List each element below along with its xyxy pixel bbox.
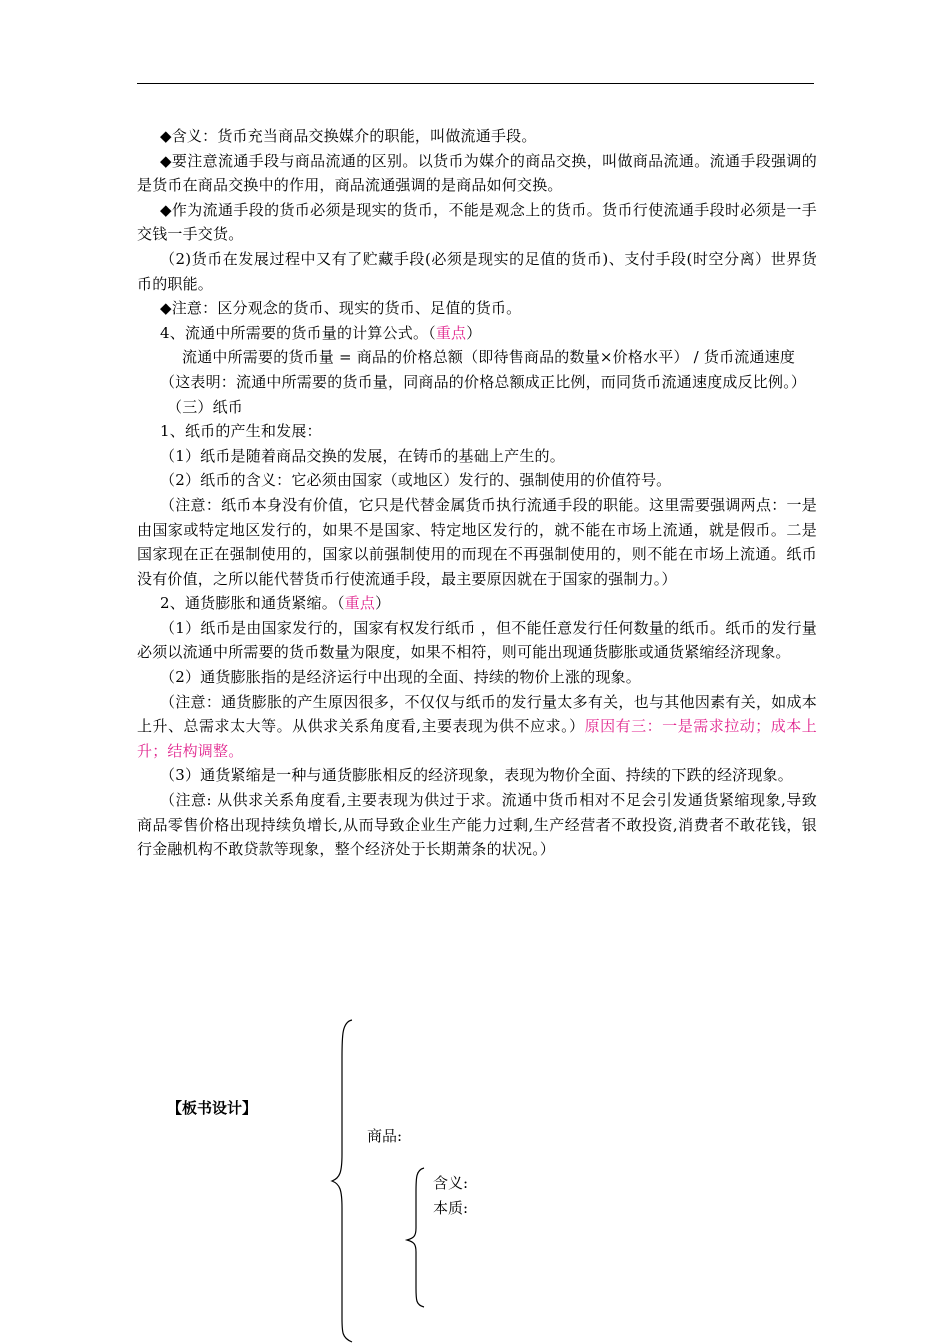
paragraph [137, 419, 817, 444]
paragraph [137, 198, 817, 247]
paragraph [137, 665, 817, 690]
header-rule [137, 83, 814, 84]
paragraph [137, 591, 817, 616]
paragraph [137, 124, 817, 149]
text-segment: ） [375, 594, 391, 613]
text-segment: （2）通货膨胀指的是经济运行中出现的全面、持续的物价上涨的现象。 [160, 668, 641, 687]
text-segment: （注意: 从供求关系角度看,主要表现为供过于求。流通中货币相对不足会引发通货紧缩现象,导致商品零售价格出现持续负增长,从而导致企业生产能力过剩,生产经营者不敢投资,消费者不敢花钱，银行金融机构不敢贷款等现象，整个经济处于长期萧条的状况。） [137, 791, 817, 859]
text-segment: （2）纸币的含义：它必须由国家（或地区）发行的、强制使用的价值符号。 [160, 471, 672, 490]
paragraph [137, 788, 817, 862]
paragraph [137, 370, 817, 395]
highlight-text: 重点 [435, 323, 467, 342]
text-segment: （这表明：流通中所需要的货币量，同商品的价格总额成正比例，而同货币流通速度成反比例。） [160, 372, 807, 391]
text-segment: （3）通货紧缩是一种与通货膨胀相反的经济现象，表现为物价全面、持续的下跌的经济现象。 [160, 766, 793, 785]
text-segment: ◆要注意流通手段与商品流通的区别。以货币为媒介的商品交换，叫做商品流通。流通手段强调的是货币在商品交换中的作用，商品流通强调的是商品如何交换。 [137, 151, 817, 195]
paragraph [137, 616, 817, 665]
text-segment: ） [466, 323, 482, 342]
text-segment: 2、通货膨胀和通货紧缩。（ [160, 594, 345, 613]
paragraph [137, 444, 817, 469]
paragraph [137, 345, 817, 370]
text-segment: 4、流通中所需要的货币量的计算公式。（ [160, 323, 436, 342]
text-segment: （1）纸币是由国家发行的，国家有权发行纸币 ，但不能任意发行任何数量的纸币。纸币的发行量必须以流通中所需要的货币数量为限度，如果不相符，则可能出现通货膨胀或通货紧缩经济现象。 [137, 618, 817, 662]
paragraph [137, 296, 817, 321]
highlight-text: 原因有三：一是需求拉动；成本上升；结构调整。 [137, 717, 817, 760]
text-segment: （1）纸币是随着商品交换的发展，在铸币的基础上产生的。 [160, 446, 565, 465]
paragraph [137, 321, 817, 346]
inner-brace [404, 1166, 428, 1310]
paragraph [137, 763, 817, 788]
paragraph [137, 690, 817, 764]
text-segment: （注意：纸币本身没有价值，它只是代替金属货币执行流通手段的职能。这里需要强调两点：一是由国家或特定地区发行的，如果不是国家、特定地区发行的，就不能在市场上流通，就是假币。二是国家现在正在强制使用的，国家以前强制使用的而现在不再强制使用的，则不能在市场上流通。纸币没有价值，之所以能代替货币行使流通手段，最主要原因就在于国家的强制力。） [137, 495, 817, 588]
text-segment: 流通中所需要的货币量 = 商品的价格总额（即待售商品的数量×价格水平） / 货币流通速度 [182, 348, 796, 367]
text-segment: 1、纸币的产生和发展： [160, 422, 322, 441]
board-item-commodity: 商品: [367, 1127, 403, 1145]
text-segment: （三）纸币 [167, 397, 244, 416]
outer-brace [328, 1018, 358, 1344]
text-segment: ◆作为流通手段的货币必须是现实的货币，不能是观念上的货币。货币行使流通手段时必须是一手交钱一手交货。 [137, 200, 817, 244]
text-segment: ◆含义：货币充当商品交换媒介的职能，叫做流通手段。 [160, 127, 537, 145]
paragraph [137, 493, 817, 591]
paragraph [137, 395, 817, 420]
text-segment: ◆注意：区分观念的货币、现实的货币、足值的货币。 [160, 299, 522, 318]
text-segment: （注意：通货膨胀的产生原因很多，不仅仅与纸币的发行量太多有关，也与其他因素有关，如成本上升、总需求太大等。从供求关系角度看,主要表现为供不应求。） [137, 692, 817, 736]
text-segment: （2)货币在发展过程中又有了贮藏手段(必须是现实的足值的货币)、支付手段(时空分离）世界货币的职能。 [137, 249, 817, 293]
paragraph [137, 149, 817, 198]
paragraph [137, 468, 817, 493]
board-design-title: 【板书设计】 [167, 1099, 258, 1117]
paragraph [137, 247, 817, 296]
board-item-meaning: 含义: [433, 1174, 469, 1192]
highlight-text: 重点 [344, 594, 376, 613]
board-item-essence: 本质: [433, 1199, 469, 1217]
document-body [137, 124, 817, 862]
